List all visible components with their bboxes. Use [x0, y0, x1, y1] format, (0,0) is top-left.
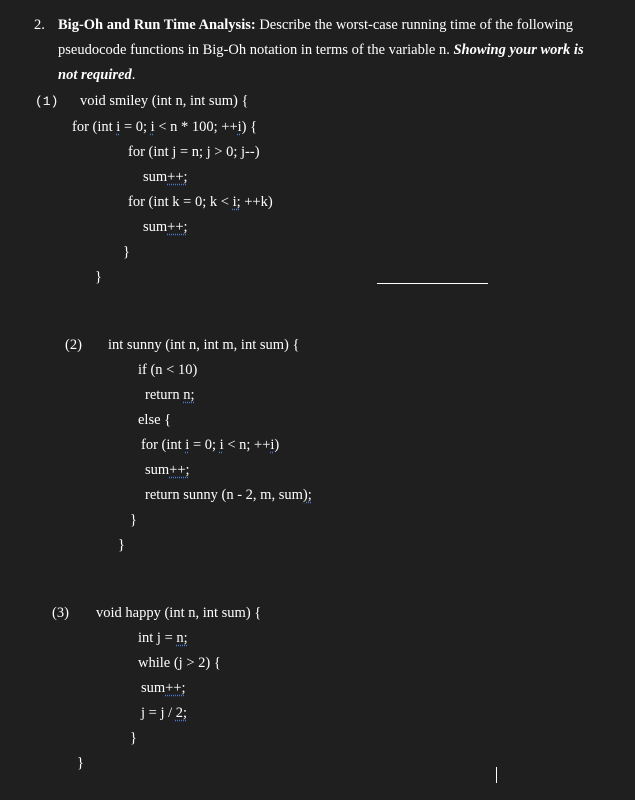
p2-code-line: return n; — [145, 387, 195, 403]
p1-code-line: for (int i = 0; i < n * 100; ++i) { — [72, 119, 258, 135]
question-intro-line-2 — [58, 41, 584, 59]
question-title: Big-Oh and Run Time Analysis: — [58, 17, 256, 33]
problem-2-label: (2) — [65, 337, 82, 353]
problem-1-label: (1) — [35, 94, 59, 109]
not-required-note: not required — [58, 67, 132, 83]
p2-code-line: sum++; — [145, 462, 190, 478]
p3-code-line: } — [77, 755, 84, 771]
question-number: 2. — [34, 17, 45, 33]
p3-code-line: } — [130, 730, 137, 746]
p2-code-line: for (int i = 0; i < n; ++i) — [141, 437, 280, 453]
p2-code-line: return sunny (n - 2, m, sum); — [145, 487, 312, 503]
p1-code-line: sum++; — [143, 169, 188, 185]
p3-code-line: while (j > 2) { — [138, 655, 221, 671]
p2-code-line: } — [118, 537, 125, 553]
p2-code-line: int sunny (int n, int m, int sum) { — [108, 337, 300, 353]
p1-code-line: for (int j = n; j > 0; j--) — [128, 144, 260, 160]
question-intro-line-3 — [58, 66, 135, 84]
text-cursor[interactable] — [496, 767, 497, 783]
p1-code-line: for (int k = 0; k < i; ++k) — [128, 194, 273, 210]
p1-code-line: sum++; — [143, 219, 188, 235]
p3-code-line: j = j / 2; — [141, 705, 188, 721]
p3-code-line: sum++; — [141, 680, 186, 696]
p1-code-line: } — [123, 244, 130, 260]
p3-code-line: int j = n; — [138, 630, 188, 646]
problem-3-label: (3) — [52, 605, 69, 621]
period: . — [131, 67, 136, 83]
p2-code-line: if (n < 10) — [138, 362, 198, 378]
p2-code-line: else { — [138, 412, 172, 428]
question-intro-text: Describe the worst-case running time of the following — [255, 17, 574, 33]
p1-code-line: void smiley (int n, int sum) { — [80, 93, 249, 109]
p1-code-line: } — [95, 269, 102, 285]
showing-work-note: Showing your work is — [453, 42, 584, 58]
question-intro-line-1 — [58, 16, 573, 34]
answer-line — [377, 283, 488, 284]
p2-code-line: } — [130, 512, 137, 528]
p3-code-line: void happy (int n, int sum) { — [96, 605, 262, 621]
question-intro-text-2: pseudocode functions in Big-Oh notation in terms of the variable n. — [58, 42, 454, 58]
